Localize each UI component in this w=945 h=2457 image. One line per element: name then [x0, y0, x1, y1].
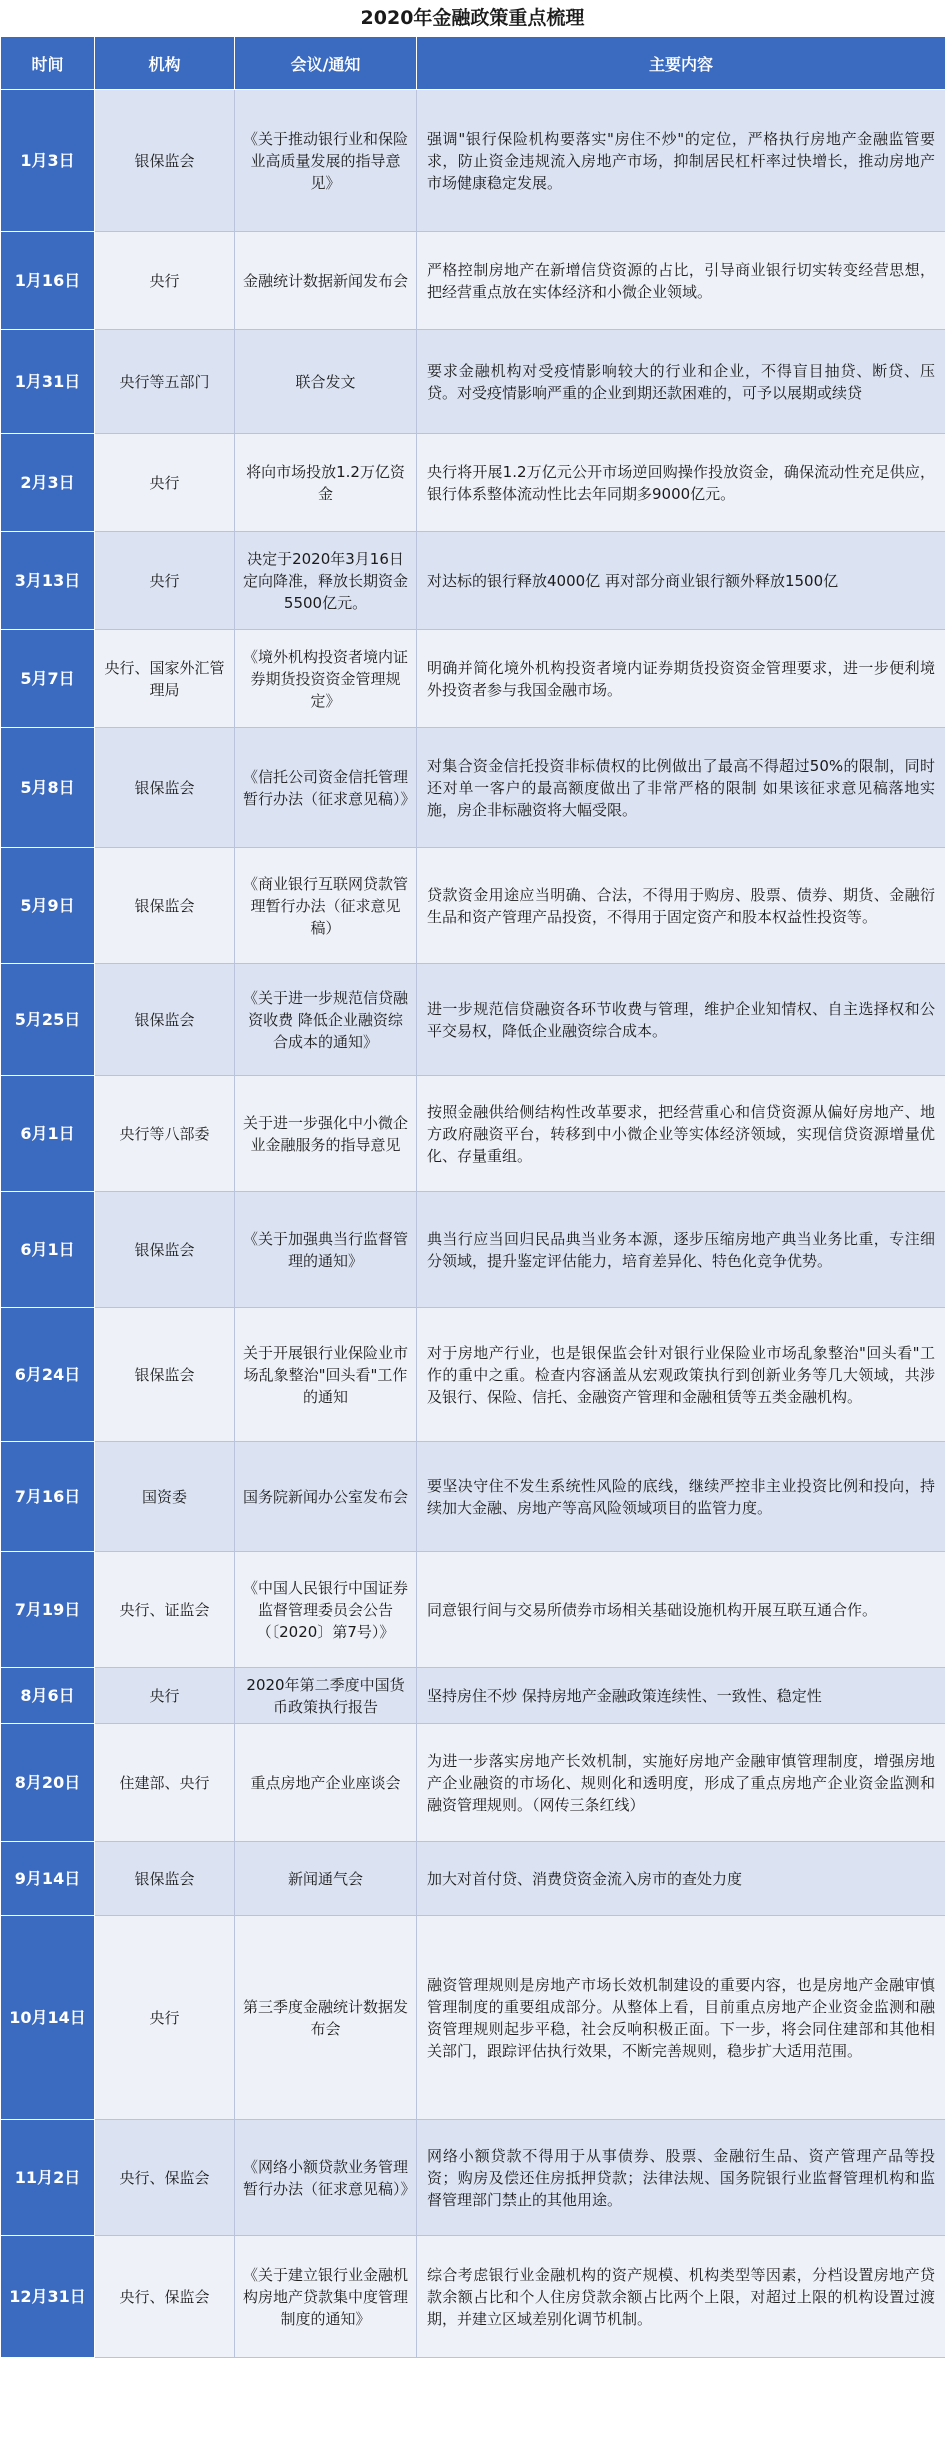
table-row [1, 630, 945, 728]
row-content: 为进一步落实房地产长效机制，实施好房地产金融审慎管理制度，增强房地产企业融资的市场化、规则化和透明度，形成了重点房地产企业资金监测和融资管理规则。（网传三条红线） [417, 1724, 945, 1842]
row-date: 8月6日 [1, 1668, 95, 1724]
table-row [1, 848, 945, 964]
row-meeting: 《关于进一步规范信贷融资收费 降低企业融资综合成本的通知》 [235, 964, 417, 1076]
row-institution: 银保监会 [95, 728, 235, 848]
header-date: 时间 [1, 37, 95, 90]
row-institution: 央行、证监会 [95, 1552, 235, 1668]
row-meeting: 重点房地产企业座谈会 [235, 1724, 417, 1842]
row-date: 7月16日 [1, 1442, 95, 1552]
header-meeting: 会议/通知 [235, 37, 417, 90]
row-meeting: 新闻通气会 [235, 1842, 417, 1916]
row-meeting: 决定于2020年3月16日定向降准，释放长期资金5500亿元。 [235, 532, 417, 630]
row-institution: 银保监会 [95, 848, 235, 964]
table-row [1, 1916, 945, 2120]
row-content: 加大对首付贷、消费贷资金流入房市的查处力度 [417, 1842, 945, 1916]
table-row [1, 330, 945, 434]
row-institution: 央行、保监会 [95, 2236, 235, 2358]
row-date: 5月7日 [1, 630, 95, 728]
row-date: 12月31日 [1, 2236, 95, 2358]
row-institution: 国资委 [95, 1442, 235, 1552]
table-row [1, 2236, 945, 2358]
row-content: 严格控制房地产在新增信贷资源的占比，引导商业银行切实转变经营思想，把经营重点放在实体经济和小微企业领域。 [417, 232, 945, 330]
row-content: 对集合资金信托投资非标债权的比例做出了最高不得超过50%的限制，同时还对单一客户的最高额度做出了非常严格的限制 如果该征求意见稿落地实施，房企非标融资将大幅受限。 [417, 728, 945, 848]
row-date: 6月1日 [1, 1076, 95, 1192]
table-row [1, 1724, 945, 1842]
row-content: 网络小额贷款不得用于从事债券、股票、金融衍生品、资产管理产品等投资；购房及偿还住房抵押贷款；法律法规、国务院银行业监督管理机构和监督管理部门禁止的其他用途。 [417, 2120, 945, 2236]
table-row [1, 434, 945, 532]
row-content: 央行将开展1.2万亿元公开市场逆回购操作投放资金，确保流动性充足供应，银行体系整体流动性比去年同期多9000亿元。 [417, 434, 945, 532]
table-header-row [1, 37, 945, 90]
table-row [1, 1668, 945, 1724]
row-content: 要求金融机构对受疫情影响较大的行业和企业，不得盲目抽贷、断贷、压贷。对受疫情影响严重的企业到期还款困难的，可予以展期或续贷 [417, 330, 945, 434]
row-content: 贷款资金用途应当明确、合法，不得用于购房、股票、债券、期货、金融衍生品和资产管理产品投资，不得用于固定资产和股本权益性投资等。 [417, 848, 945, 964]
row-meeting: 《境外机构投资者境内证券期货投资资金管理规定》 [235, 630, 417, 728]
row-date: 5月25日 [1, 964, 95, 1076]
row-content: 典当行应当回归民品典当业务本源，逐步压缩房地产典当业务比重，专注细分领域，提升鉴定评估能力，培育差异化、特色化竞争优势。 [417, 1192, 945, 1308]
table-body [1, 90, 945, 2358]
row-institution: 央行 [95, 1916, 235, 2120]
row-meeting: 关于进一步强化中小微企业金融服务的指导意见 [235, 1076, 417, 1192]
row-institution: 央行 [95, 532, 235, 630]
row-content: 要坚决守住不发生系统性风险的底线，继续严控非主业投资比例和投向，持续加大金融、房地产等高风险领域项目的监管力度。 [417, 1442, 945, 1552]
row-meeting: 国务院新闻办公室发布会 [235, 1442, 417, 1552]
header-content: 主要内容 [417, 37, 945, 90]
header-institution: 机构 [95, 37, 235, 90]
table-row [1, 1308, 945, 1442]
policy-table [0, 36, 945, 2358]
row-date: 7月19日 [1, 1552, 95, 1668]
row-date: 6月1日 [1, 1192, 95, 1308]
table-row [1, 728, 945, 848]
row-date: 9月14日 [1, 1842, 95, 1916]
row-content: 明确并简化境外机构投资者境内证券期货投资资金管理要求，进一步便利境外投资者参与我国金融市场。 [417, 630, 945, 728]
row-institution: 央行 [95, 1668, 235, 1724]
table-row [1, 1076, 945, 1192]
row-institution: 银保监会 [95, 964, 235, 1076]
row-institution: 央行、保监会 [95, 2120, 235, 2236]
row-content: 强调"银行保险机构要落实"房住不炒"的定位，严格执行房地产金融监管要求，防止资金违规流入房地产市场，抑制居民杠杆率过快增长，推动房地产市场健康稳定发展。 [417, 90, 945, 232]
row-date: 1月3日 [1, 90, 95, 232]
page-title: 2020年金融政策重点梳理 [360, 7, 585, 29]
row-content: 同意银行间与交易所债券市场相关基础设施机构开展互联互通合作。 [417, 1552, 945, 1668]
row-meeting: 金融统计数据新闻发布会 [235, 232, 417, 330]
row-content: 对于房地产行业，也是银保监会针对银行业保险业市场乱象整治"回头看"工作的重中之重。检查内容涵盖从宏观政策执行到创新业务等几大领域，共涉及银行、保险、信托、金融资产管理和金融租赁等五类金融机构。 [417, 1308, 945, 1442]
table-row [1, 964, 945, 1076]
row-content: 融资管理规则是房地产市场长效机制建设的重要内容，也是房地产金融审慎管理制度的重要组成部分。从整体上看，目前重点房地产企业资金监测和融资管理规则起步平稳，社会反响积极正面。下一步，将会同住建部和其他相关部门，跟踪评估执行效果，不断完善规则，稳步扩大适用范围。 [417, 1916, 945, 2120]
row-institution: 央行 [95, 232, 235, 330]
row-institution: 银保监会 [95, 1308, 235, 1442]
row-meeting: 将向市场投放1.2万亿资金 [235, 434, 417, 532]
row-date: 8月20日 [1, 1724, 95, 1842]
table-row [1, 2120, 945, 2236]
row-meeting: 《网络小额贷款业务管理暂行办法（征求意见稿）》 [235, 2120, 417, 2236]
row-meeting: 《信托公司资金信托管理暂行办法（征求意见稿）》 [235, 728, 417, 848]
row-date: 5月9日 [1, 848, 95, 964]
row-date: 2月3日 [1, 434, 95, 532]
row-meeting: 联合发文 [235, 330, 417, 434]
table-row [1, 1192, 945, 1308]
row-meeting: 关于开展银行业保险业市场乱象整治"回头看"工作的通知 [235, 1308, 417, 1442]
row-meeting: 《中国人民银行中国证券监督管理委员会公告（〔2020〕第7号）》 [235, 1552, 417, 1668]
row-date: 1月16日 [1, 232, 95, 330]
row-institution: 央行等五部门 [95, 330, 235, 434]
row-content: 按照金融供给侧结构性改革要求，把经营重心和信贷资源从偏好房地产、地方政府融资平台，转移到中小微企业等实体经济领域，实现信贷资源增量优化、存量重组。 [417, 1076, 945, 1192]
row-institution: 央行等八部委 [95, 1076, 235, 1192]
row-institution: 央行、国家外汇管理局 [95, 630, 235, 728]
row-date: 5月8日 [1, 728, 95, 848]
row-meeting: 《关于加强典当行监督管理的通知》 [235, 1192, 417, 1308]
table-row [1, 532, 945, 630]
row-institution: 银保监会 [95, 1192, 235, 1308]
row-meeting: 第三季度金融统计数据发布会 [235, 1916, 417, 2120]
row-content: 综合考虑银行业金融机构的资产规模、机构类型等因素，分档设置房地产贷款余额占比和个人住房贷款余额占比两个上限，对超过上限的机构设置过渡期，并建立区域差别化调节机制。 [417, 2236, 945, 2358]
row-meeting: 《关于建立银行业金融机构房地产贷款集中度管理制度的通知》 [235, 2236, 417, 2358]
row-institution: 住建部、央行 [95, 1724, 235, 1842]
table-row [1, 1842, 945, 1916]
row-date: 1月31日 [1, 330, 95, 434]
row-meeting: 《关于推动银行业和保险业高质量发展的指导意见》 [235, 90, 417, 232]
row-date: 3月13日 [1, 532, 95, 630]
row-content: 坚持房住不炒 保持房地产金融政策连续性、一致性、稳定性 [417, 1668, 945, 1724]
row-meeting: 《商业银行互联网贷款管理暂行办法（征求意见稿） [235, 848, 417, 964]
row-meeting: 2020年第二季度中国货币政策执行报告 [235, 1668, 417, 1724]
row-date: 6月24日 [1, 1308, 95, 1442]
table-row [1, 1552, 945, 1668]
row-content: 对达标的银行释放4000亿 再对部分商业银行额外释放1500亿 [417, 532, 945, 630]
row-institution: 银保监会 [95, 90, 235, 232]
row-content: 进一步规范信贷融资各环节收费与管理，维护企业知情权、自主选择权和公平交易权，降低企业融资综合成本。 [417, 964, 945, 1076]
table-row [1, 1442, 945, 1552]
row-date: 11月2日 [1, 2120, 95, 2236]
table-row [1, 232, 945, 330]
row-date: 10月14日 [1, 1916, 95, 2120]
table-row [1, 90, 945, 232]
row-institution: 央行 [95, 434, 235, 532]
row-institution: 银保监会 [95, 1842, 235, 1916]
